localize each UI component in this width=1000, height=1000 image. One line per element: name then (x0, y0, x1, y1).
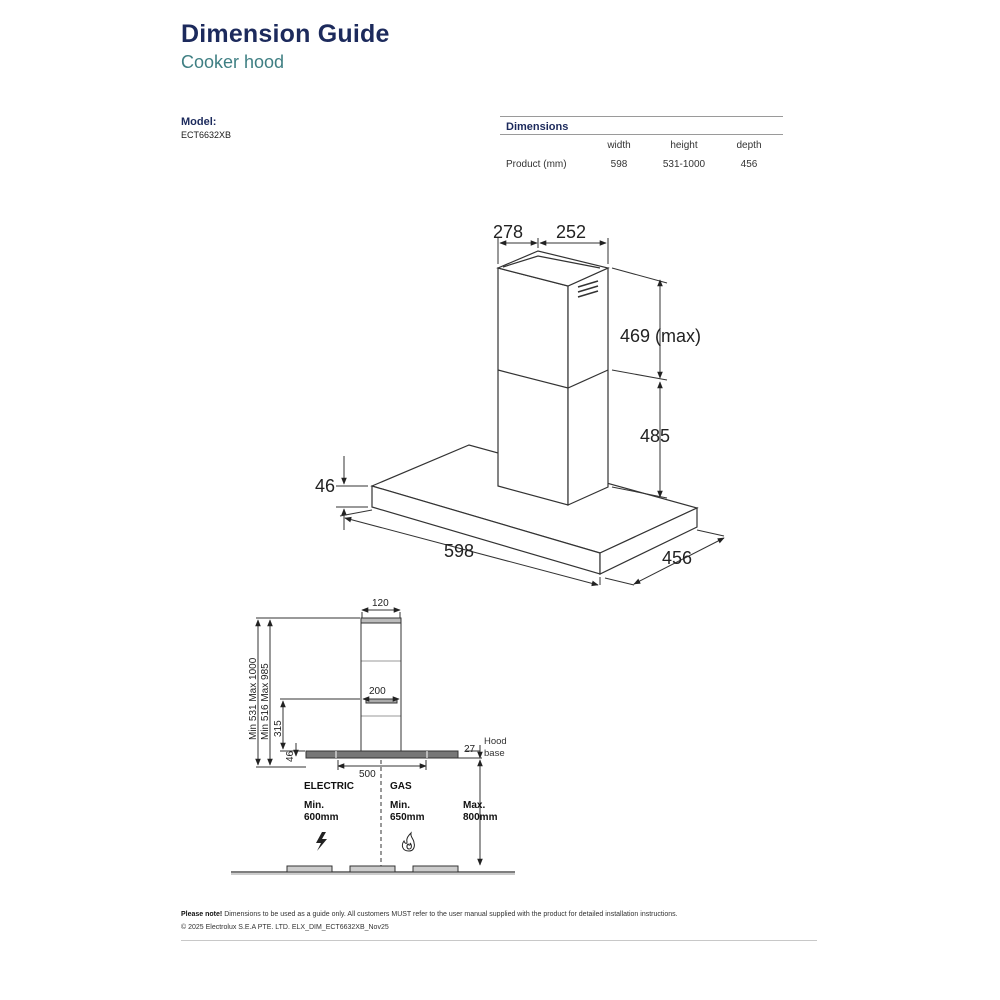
max-value: 800mm (463, 812, 498, 823)
footer-note (181, 911, 678, 918)
dim-598: 598 (444, 541, 475, 561)
electric-title: ELECTRIC (304, 781, 354, 792)
dim-278: 278 (493, 222, 524, 242)
flame-icon (402, 833, 414, 851)
page-subtitle: Cooker hood (181, 52, 285, 72)
max-title: Max. (463, 800, 486, 811)
gas-min: Min. (390, 800, 410, 811)
col-width: width (607, 140, 631, 151)
electric-min: Min. (304, 800, 324, 811)
electric-label (304, 781, 354, 824)
value-width: 598 (610, 159, 628, 170)
dim-485: 485 (640, 426, 671, 446)
gas-label (390, 781, 424, 824)
dimensions-title: Dimensions (506, 121, 569, 133)
iso-hood-drawing (372, 251, 697, 574)
col-depth: depth (736, 140, 762, 151)
side-dim-200: 200 (369, 686, 386, 697)
side-dim-min-max-inner: Min 516 Max 985 (260, 663, 271, 740)
page-title: Dimension Guide (181, 20, 390, 48)
lightning-icon (316, 832, 327, 851)
hood-base-label (484, 736, 507, 760)
gas-title: GAS (390, 781, 412, 792)
dim-46: 46 (315, 476, 336, 496)
note-bold: Please note! (181, 911, 223, 918)
value-depth: 456 (740, 159, 758, 170)
side-dim-120: 120 (372, 598, 389, 609)
dim-456: 456 (662, 548, 693, 568)
dim-252: 252 (556, 222, 587, 242)
side-dim-46: 46 (285, 750, 296, 762)
side-hood-drawing (231, 610, 515, 874)
hood-base-line1: Hood (484, 736, 507, 747)
footer-copyright: © 2025 Electrolux S.E.A PTE. LTD. ELX_DIM_ECT6632XB_Nov25 (181, 924, 389, 931)
hood-base-line2: base (484, 748, 505, 759)
side-dim-315: 315 (273, 720, 284, 737)
gas-value: 650mm (390, 812, 425, 823)
electric-value: 600mm (304, 812, 339, 823)
max-label (463, 800, 497, 824)
side-dim-min-max-overall: Min 531 Max 1000 (248, 657, 259, 740)
side-dim-27: 27 (464, 744, 476, 755)
note-text: Dimensions to be used as a guide only. All customers MUST refer to the user manual supplied with the product for detailed installation instructions. (222, 911, 678, 918)
footer-divider (181, 940, 817, 941)
model-value: ECT6632XB (181, 130, 232, 140)
value-height: 531-1000 (662, 159, 706, 170)
row-label: Product (mm) (506, 159, 567, 170)
col-height: height (670, 140, 698, 151)
model-label: Model: (181, 116, 217, 128)
dim-469: 469 (max) (620, 326, 702, 346)
side-dim-500: 500 (359, 769, 376, 780)
